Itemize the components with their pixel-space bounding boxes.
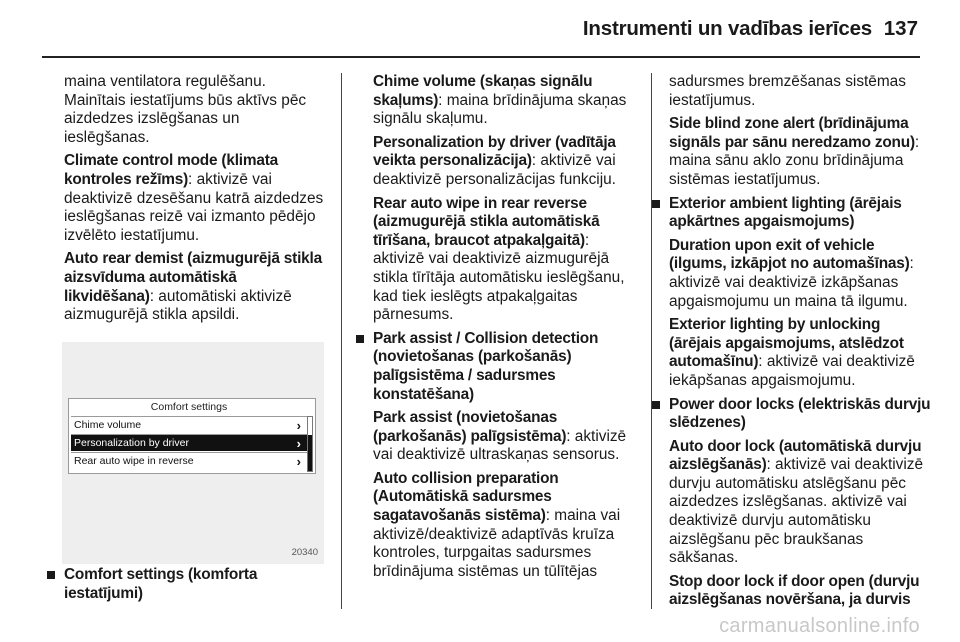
menu-item-label: Chime volume: [74, 419, 142, 431]
definition: : aktivizē vai deaktivizē aizmugurējā stikla tīrītāja automātisku ieslēgšanu, kad tiek ieslēgts atpakaļgaitas pārnesums.: [373, 231, 625, 324]
paragraph: [373, 195, 635, 325]
column-1-bottom: [64, 566, 326, 608]
chevron-right-icon: ›: [296, 454, 301, 469]
paragraph: [669, 438, 931, 568]
term: Auto rear demist (aizmugurējā stikla aizsvīduma automātiskā likvidēšana): [64, 250, 322, 305]
bullet-square-icon: [652, 200, 660, 208]
bullet-text: Exterior ambient lighting (ārējais apkārtnes apgaismojums): [669, 194, 902, 231]
page-number: 137: [883, 17, 918, 40]
paragraph: sadursmes bremzēšanas sistēmas iestatījumus.: [669, 73, 906, 109]
bullet-text: Power door locks (elektriskās durvju slēdzenes): [669, 395, 931, 432]
definition: : aktivizē vai deaktivizē dzesēšanu katrā aizdedzes ieslēgšanas reizē vai izmanto pēdējo izvēlēto iestatījumu.: [64, 170, 324, 244]
term: Chime volume (skaņas signālu skaļums): [373, 73, 593, 109]
header-divider: [42, 56, 920, 58]
comfort-settings-figure: [62, 342, 324, 564]
figure-number: 20340: [291, 547, 318, 558]
paragraph: [373, 134, 635, 190]
display-screen: [68, 398, 316, 474]
term: Exterior lighting by unlocking (ārējais apgaismojums, atslēdzot automašīnu): [669, 316, 904, 371]
paragraph: [669, 316, 931, 390]
term: Stop door lock if door open (durvju aizslēgšanas novēršana, ja durvis: [669, 572, 920, 609]
paragraph: [64, 250, 326, 324]
definition: : aktivizē vai deaktivizē ultraskaņas sensorus.: [373, 427, 627, 464]
definition: : maina brīdinājuma skaņas signālu skaļumu.: [373, 91, 627, 128]
scrollbar: [307, 416, 313, 472]
column-1: [64, 73, 326, 330]
paragraph: [669, 115, 931, 189]
bullet-heading: [669, 195, 931, 232]
term: Rear auto wipe in rear reverse (aizmugurējā stikla automātiskā tīrīšana, braucot atpakaļgaitā): [373, 194, 600, 249]
paragraph: [669, 237, 931, 311]
bullet-heading: [669, 396, 931, 433]
definition: : maina sānu aklo zonu brīdinājuma sistēmas iestatījumus.: [669, 133, 920, 188]
definition: : automātiski aktivizē aizmugurējā stikla apsildi.: [64, 287, 292, 324]
page-title: Instrumenti un vadības ierīces: [582, 17, 872, 40]
bullet-square-icon: [47, 571, 55, 579]
term: Auto collision preparation (Automātiskā sadursmes sagatavošanās sistēma): [373, 469, 559, 525]
paragraph: [373, 470, 635, 582]
page-header: [0, 0, 960, 52]
bullet-heading: [373, 330, 635, 404]
chevron-right-icon: ›: [296, 418, 301, 433]
definition: : aktivizē vai deaktivizē durvju automātisku atslēgšanu pēc aizdedzes izslēgšanas. aktivizē vai deaktivizē durvju automātisku aizslēgšanu pēc braukšanas sākšanas.: [669, 456, 924, 567]
definition: : aktivizē vai deaktivizē iekāpšanas apgaismojumu.: [669, 353, 915, 389]
watermark: carmanualsonline.info: [719, 615, 920, 637]
term: Park assist (novietošanas (parkošanās) palīgsistēma): [373, 409, 567, 445]
term: Climate control mode (klimata kontroles režīms): [64, 152, 278, 188]
bullet-heading: [64, 566, 326, 603]
bullet-square-icon: [652, 401, 660, 409]
column-divider-2: [651, 73, 652, 609]
menu-item-rear-auto-wipe: [71, 452, 307, 469]
column-3: [669, 73, 931, 615]
term: Auto door lock (automātiskā durvju aizslēgšanās): [669, 437, 922, 474]
paragraph: [64, 152, 326, 245]
bullet-text: Comfort settings (komforta iestatījumi): [64, 566, 258, 602]
term: Duration upon exit of vehicle (ilgums, izkāpjot no automašīnas): [669, 236, 910, 273]
chevron-right-icon: ›: [296, 436, 301, 451]
column-2: [373, 73, 635, 586]
definition: : aktivizē vai deaktivizē izkāpšanas apgaismojumu un maina tā ilgumu.: [669, 255, 914, 310]
paragraph: [373, 409, 635, 465]
menu-item-personalization: [71, 434, 307, 451]
menu-item-label: Rear auto wipe in reverse: [74, 455, 194, 467]
column-divider-1: [341, 73, 342, 609]
bullet-square-icon: [356, 335, 364, 343]
menu-item-chime-volume: [71, 416, 307, 433]
definition: : maina vai aktivizē/deaktivizē adaptīvās kruīza kontroles, turpgaitas sadursmes brīdinājuma sistēmas un tūlītējas: [373, 507, 621, 580]
paragraph: maina ventilatora regulēšanu. Mainītais iestatījums būs aktīvs pēc aizdedzes izslēgšanas un ieslēgšanas.: [64, 73, 307, 146]
definition: : aktivizē vai deaktivizē personalizācijas funkciju.: [373, 152, 616, 188]
screen-title: Comfort settings: [150, 401, 228, 413]
menu-item-label: Personalization by driver: [74, 437, 189, 449]
bullet-text: Park assist / Collision detection (novietošanas (parkošanās) palīgsistēma / sadursmes konstatēšana): [373, 329, 599, 403]
scrollbar-thumb: [308, 435, 312, 471]
term: Personalization by driver (vadītāja veikta personalizācija): [373, 133, 616, 170]
paragraph: [373, 73, 635, 129]
term: Side blind zone alert (brīdinājuma signāls par sānu neredzamo zonu): [669, 115, 915, 151]
paragraph: [669, 573, 931, 610]
